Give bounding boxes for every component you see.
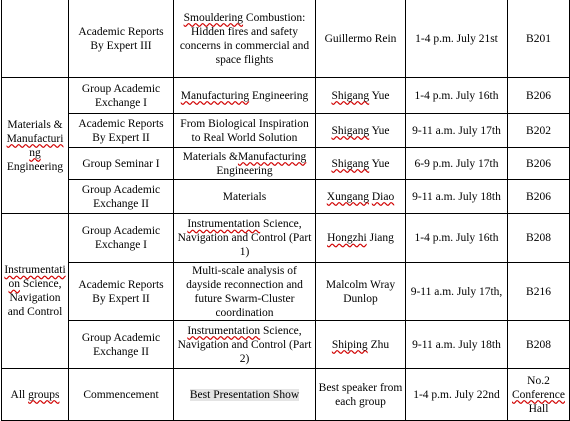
- speaker-cell: Shiping Zhu: [316, 321, 406, 369]
- room-cell: B206: [508, 148, 570, 180]
- room-cell: B201: [508, 0, 570, 78]
- room-cell: B208: [508, 321, 570, 369]
- activity-cell: Group Academic Exchange II: [69, 180, 174, 214]
- table-row: [2, 78, 570, 114]
- topic-cell: Instrumentation Science, Navigation and Control (Part 1): [174, 214, 316, 263]
- activity-cell: Academic Reports By Expert II: [69, 263, 174, 321]
- speaker-cell: Shigang Yue: [316, 148, 406, 180]
- group-cell-all: All groups: [2, 369, 69, 421]
- topic-cell: Manufacturing Engineering: [174, 78, 316, 114]
- time-cell: 9-11 a.m. July 18th: [406, 321, 508, 369]
- time-cell: 1-4 p.m. July 21st: [406, 0, 508, 78]
- time-cell: 9-11 a.m. July 18th: [406, 180, 508, 214]
- topic-cell: Materials: [174, 180, 316, 214]
- speaker-cell: Malcolm Wray Dunlop: [316, 263, 406, 321]
- time-cell: 1-4 p.m. July 16th: [406, 214, 508, 263]
- speaker-cell: Shigang Yue: [316, 78, 406, 114]
- table-row: [2, 369, 570, 421]
- time-cell: 9-11 a.m. July 17th,: [406, 263, 508, 321]
- table-row: [2, 148, 570, 180]
- table-row: [2, 180, 570, 214]
- speaker-cell: Xungang Diao: [316, 180, 406, 214]
- time-cell: 9-11 a.m. July 17th: [406, 114, 508, 148]
- room-cell: B202: [508, 114, 570, 148]
- activity-cell: Group Academic Exchange I: [69, 214, 174, 263]
- activity-cell: Academic Reports By Expert III: [69, 0, 174, 78]
- topic-cell: From Biological Inspiration to Real World Solution: [174, 114, 316, 148]
- speaker-cell: Guillermo Rein: [316, 0, 406, 78]
- table-row: [2, 114, 570, 148]
- speaker-cell: Best speaker from each group: [316, 369, 406, 421]
- group-cell-materials: Materials & Manufacturing Engineering: [2, 78, 69, 214]
- room-cell: No.2 Conference Hall: [508, 369, 570, 421]
- speaker-cell: Shigang Yue: [316, 114, 406, 148]
- room-cell: B208: [508, 214, 570, 263]
- topic-cell: Instrumentation Science, Navigation and Control (Part 2): [174, 321, 316, 369]
- time-cell: 6-9 p.m. July 17th: [406, 148, 508, 180]
- activity-cell: Group Seminar I: [69, 148, 174, 180]
- table-row: [2, 263, 570, 321]
- group-cell-instrumentation: Instrumentation Science, Navigation and Control: [2, 214, 69, 369]
- time-cell: 1-4 p.m. July 16th: [406, 78, 508, 114]
- room-cell: B206: [508, 78, 570, 114]
- table-row: [2, 214, 570, 263]
- group-cell-empty: [2, 0, 69, 78]
- activity-cell: Commencement: [69, 369, 174, 421]
- topic-cell: Smouldering Combustion: Hidden fires and safety concerns in commercial and space flights: [174, 0, 316, 78]
- activity-cell: Academic Reports By Expert II: [69, 114, 174, 148]
- activity-cell: Group Academic Exchange I: [69, 78, 174, 114]
- activity-cell: Group Academic Exchange II: [69, 321, 174, 369]
- table-row: [2, 0, 570, 78]
- schedule-table: [1, 0, 570, 421]
- time-cell: 1-4 p.m. July 22nd: [406, 369, 508, 421]
- topic-cell: Multi-scale analysis of dayside reconnection and future Swarm-Cluster coordination: [174, 263, 316, 321]
- topic-cell: Materials &Manufacturing Engineering: [174, 148, 316, 180]
- topic-cell: Best Presentation Show: [174, 369, 316, 421]
- room-cell: B216: [508, 263, 570, 321]
- table-row: [2, 321, 570, 369]
- speaker-cell: Hongzhi Jiang: [316, 214, 406, 263]
- room-cell: B206: [508, 180, 570, 214]
